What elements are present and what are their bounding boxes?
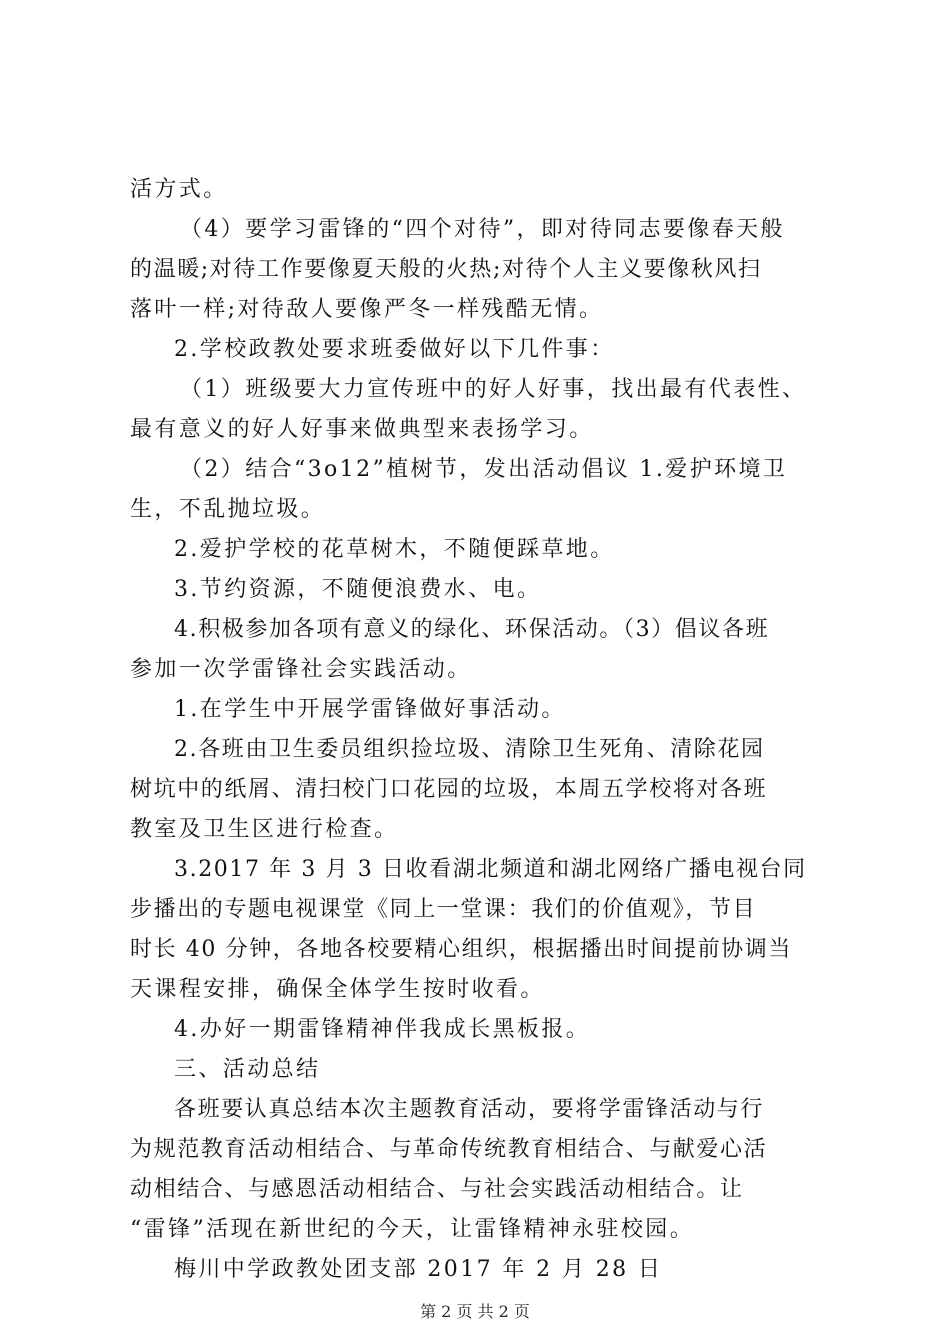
section-heading: 三、活动总结 <box>174 1057 321 1082</box>
paragraph-line: 天课程安排，确保全体学生按时收看。 <box>130 977 545 1002</box>
paragraph-line: 落叶一样;对待敌人要像严冬一样残酷无情。 <box>130 297 604 322</box>
paragraph-line: 动相结合、与感恩活动相结合、与社会实践活动相结合。让 <box>130 1177 744 1202</box>
paragraph-line: 2.爱护学校的花草树木，不随便踩草地。 <box>174 537 615 562</box>
paragraph-line: （2）结合“3o12”植树节，发出活动倡议 1.爱护环境卫 <box>180 457 788 482</box>
paragraph-line: 最有意义的好人好事来做典型来表扬学习。 <box>130 417 594 442</box>
paragraph-line: 1.在学生中开展学雷锋做好事活动。 <box>174 697 566 722</box>
paragraph-line: 各班要认真总结本次主题教育活动，要将学雷锋活动与行 <box>174 1097 765 1122</box>
page-footer: 第 2 页 共 2 页 <box>420 1302 530 1321</box>
paragraph-line: 树坑中的纸屑、清扫校门口花园的垃圾，本周五学校将对各班 <box>130 777 768 802</box>
paragraph-line: 2.各班由卫生委员组织捡垃圾、清除卫生死角、清除花园 <box>174 737 765 762</box>
paragraph-line: 参加一次学雷锋社会实践活动。 <box>130 657 472 682</box>
paragraph-line: （4）要学习雷锋的“四个对待”，即对待同志要像春天般 <box>180 217 785 242</box>
paragraph-line: 的温暖;对待工作要像夏天般的火热;对待个人主义要像秋风扫 <box>130 257 762 282</box>
paragraph-line: 3.节约资源，不随便浪费水、电。 <box>174 577 542 602</box>
paragraph-line: 4.办好一期雷锋精神伴我成长黑板报。 <box>174 1017 591 1042</box>
paragraph-line: 为规范教育活动相结合、与革命传统教育相结合、与献爱心活 <box>130 1137 768 1162</box>
paragraph-line: 4.积极参加各项有意义的绿化、环保活动。（3）倡议各班 <box>174 617 770 642</box>
paragraph-line: （1）班级要大力宣传班中的好人好事，找出最有代表性、 <box>180 377 807 402</box>
paragraph-line: 3.2017 年 3 月 3 日收看湖北频道和湖北网络广播电视台同 <box>174 857 807 882</box>
signature-line: 梅川中学政教处团支部 2017 年 2 月 28 日 <box>174 1257 663 1282</box>
paragraph-line: 步播出的专题电视课堂《同上一堂课：我们的价值观》，节目 <box>130 897 757 922</box>
paragraph-line: 时长 40 分钟，各地各校要精心组织，根据播出时间提前协调当 <box>130 937 792 962</box>
paragraph-line: 活方式。 <box>130 177 228 202</box>
paragraph-line: “雷锋”活现在新世纪的今天，让雷锋精神永驻校园。 <box>130 1217 695 1242</box>
paragraph-line: 生，不乱抛垃圾。 <box>130 497 326 522</box>
paragraph-line: 2.学校政教处要求班委做好以下几件事： <box>174 337 615 362</box>
document-body <box>130 170 835 1290</box>
paragraph-line: 教室及卫生区进行检查。 <box>130 817 399 842</box>
